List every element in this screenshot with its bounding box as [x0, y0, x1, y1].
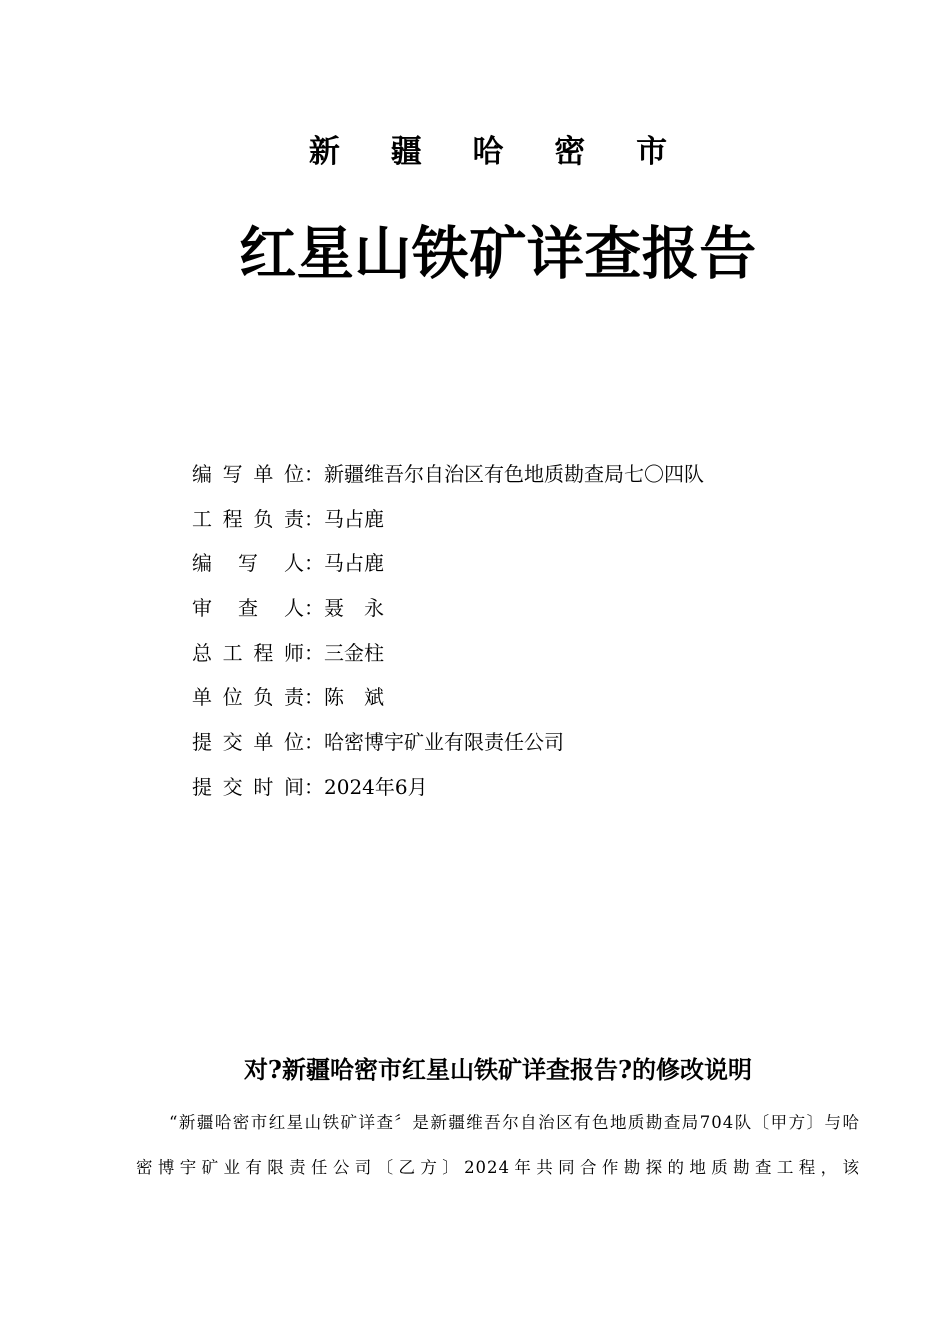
- info-colon: ：: [304, 640, 324, 665]
- info-row-submission-date: [192, 765, 704, 810]
- info-label: 单位负责: [192, 685, 304, 710]
- info-colon: ：: [304, 596, 324, 621]
- report-title: 红星山铁矿详查报告: [239, 220, 757, 287]
- info-value: 聂 永: [324, 596, 384, 621]
- info-colon: ：: [304, 551, 324, 576]
- info-value: 2024年6月: [324, 774, 428, 799]
- info-colon: ：: [304, 462, 324, 486]
- info-label: 提交单位: [192, 730, 304, 755]
- info-label: 审查人: [192, 596, 304, 621]
- info-colon: ：: [304, 685, 324, 710]
- info-colon: ：: [304, 774, 324, 799]
- info-value: 新疆维吾尔自治区有色地质勘查局七〇四队: [324, 462, 704, 486]
- info-row-unit-head: [192, 675, 704, 720]
- info-label: 工程负责: [192, 506, 304, 531]
- info-label: 编写人: [192, 551, 304, 576]
- region-title: 新 疆 哈 密 市: [308, 134, 688, 170]
- info-value: 陈 斌: [324, 685, 384, 710]
- info-value: 哈密博宇矿业有限责任公司: [324, 730, 564, 755]
- info-row-chief-engineer: [192, 631, 704, 676]
- info-row-author: [192, 541, 704, 586]
- info-colon: ：: [304, 506, 324, 531]
- info-label: 提交时间: [192, 774, 304, 799]
- info-value: 三金柱: [324, 640, 384, 665]
- info-label: 编写单位: [192, 462, 304, 486]
- info-list: [192, 452, 704, 810]
- info-colon: ：: [304, 730, 324, 755]
- section-heading: 对?新疆哈密市红星山铁矿详查报告?的修改说明: [243, 1055, 753, 1084]
- info-value: 马占鹿: [324, 551, 384, 576]
- info-row-project-lead: [192, 497, 704, 542]
- info-value: 马占鹿: [324, 506, 384, 531]
- info-label: 总工程师: [192, 640, 304, 665]
- info-row-compiling-unit: [192, 452, 704, 497]
- info-row-reviewer: [192, 586, 704, 631]
- info-row-submitting-unit: [192, 720, 704, 765]
- body-paragraph: “新疆哈密市红星山铁矿详查〞是新疆维吾尔自治区有色地质勘查局704队〔甲方〕与哈密博宇矿业有限责任公司〔乙方〕2024年共同合作勘探的地质勘查工程，该: [136, 1113, 860, 1177]
